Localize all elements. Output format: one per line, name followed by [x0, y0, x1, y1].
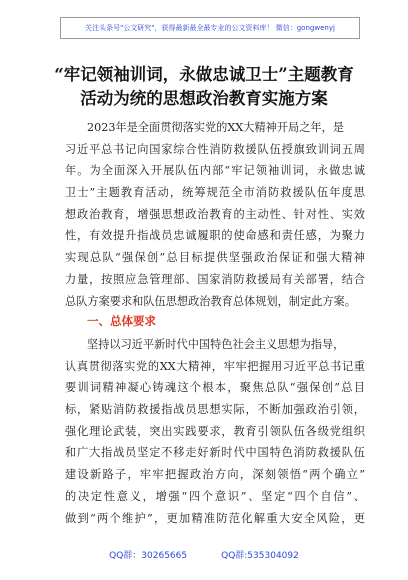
- footer-qq-group-2[interactable]: QQ群:535304092: [221, 551, 299, 561]
- intro-line: 年。为全面深入开展队伍内部“牢记领袖训词，永做忠诚: [65, 164, 365, 178]
- section1-line: 的决定性意义，增强“四个意识”、坚定“四个自信”、: [65, 489, 365, 503]
- promo-banner-text: 关注头条号"公文研究"，获得最新最全最专业的公文资料库！ 微信：gongwenyj: [85, 24, 335, 32]
- intro-line: 总队方案要求和队伍思想政治教育总体规划，制定此方案。: [65, 294, 356, 308]
- section1-line: 和广大指战员坚定不移走好新时代中国特色消防救援队伍: [65, 446, 365, 460]
- intro-line: 实现总队“强保创”总目标提供坚强政治保证和强大精神: [65, 251, 365, 265]
- intro-line: 想政治教育，增强思想政治教育的主动性、针对性、实效: [65, 207, 365, 221]
- section1-line: 做到“两个维护”，更加精准防范化解重大安全风险，更: [65, 511, 365, 525]
- intro-line: 力量，按照应急管理部、国家消防救援局有关部署，结合: [65, 272, 365, 286]
- document-title-line-1: “牢记领袖训词，永做忠诚卫士”主题教育: [54, 65, 354, 84]
- section1-line: 坚持以习近平新时代中国特色社会主义思想为指导，: [87, 338, 345, 351]
- intro-paragraph: [65, 117, 365, 312]
- intro-line: 卫士”主题教育活动，统筹规范全市消防救援队伍年度思: [65, 186, 365, 200]
- footer-qq-group-1[interactable]: QQ群：30265665: [109, 551, 188, 561]
- page-footer: [0, 548, 408, 561]
- section-heading-general-requirements: 一、总体要求: [87, 314, 156, 328]
- promo-banner[interactable]: [60, 17, 360, 39]
- section1-line: 建设新路子，牢牢把握政治方向，深刻领悟“两个确立”: [65, 468, 365, 482]
- intro-line: 习近平总书记向国家综合性消防救援队伍授旗致训词五周: [65, 142, 365, 156]
- section1-line: 标，紧贴消防救援指战员思想实际，不断加强政治引领，: [65, 403, 365, 417]
- intro-line: 2023年是全面贯彻落实党的XX大精神开局之年，是: [87, 121, 344, 134]
- section1-line: 强化理论武装，突出实践要求，教育引领队伍各级党组织: [65, 424, 365, 438]
- document-title-line-2: 活动为统的思想政治教育实施方案: [80, 89, 328, 108]
- section1-paragraph: [65, 334, 365, 529]
- section1-line: 要训词精神凝心铸魂这个根本，聚焦总队“强保创”总目: [65, 381, 365, 395]
- section1-line: 认真贯彻落实党的XX大精神，牢牢把握用习近平总书记重: [65, 359, 365, 373]
- intro-line: 性，有效提升指战员忠诚履职的使命感和责任感，为聚力: [65, 229, 365, 243]
